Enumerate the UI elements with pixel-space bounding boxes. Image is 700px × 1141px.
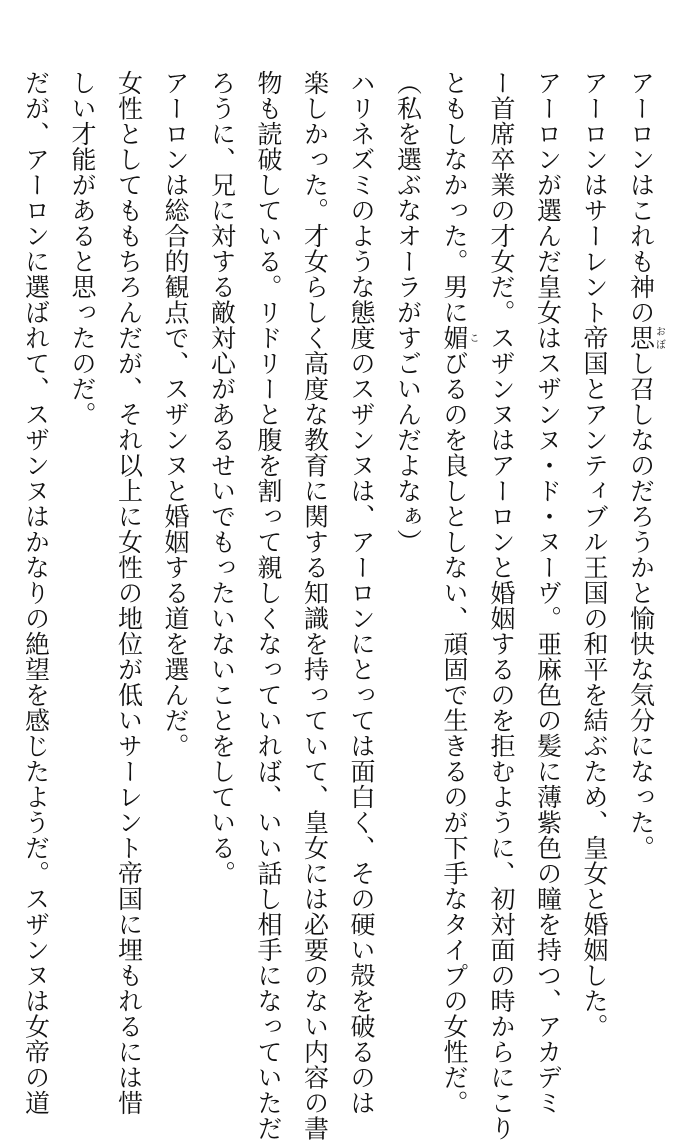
text-line-5 bbox=[431, 70, 478, 1116]
text-line-8: 楽しかった。才女らしく高度な教育に関する知識を持っていて、皇女には必要のない内容の書 bbox=[300, 70, 330, 1141]
ruby-base: 思 bbox=[626, 325, 656, 351]
ruby-reading: おぼ bbox=[653, 325, 665, 351]
text-line-2: アーロンはサーレント帝国とアンティブル王国の和平を結ぶため、皇女と婚姻した。 bbox=[580, 70, 609, 1039]
text-line-4: ー首席卒業の才女だ。スザンヌはアーロンと婚姻するのを拒むように、初対面の時からにこり bbox=[487, 70, 516, 1141]
text-line-10: ろうに、兄に対する敵対心があるせいでもったいないことをしている。 bbox=[207, 70, 237, 886]
text-segment: し召しなのだろうかと愉快な気分になった。 bbox=[626, 350, 656, 861]
text-segment: びるのを良しとしない、頑固で生きるのが下手なタイプの女性だ。 bbox=[440, 350, 469, 1116]
vertical-text-column bbox=[12, 70, 665, 1141]
text-line-7: ハリネズミのような態度のスザンヌは、アーロンにとっては面白く、その硬い殻を破るのは bbox=[347, 70, 376, 1116]
text-segment: ともしなかった。男に bbox=[440, 70, 469, 325]
text-line-9: 物も読破している。リドリーと腹を割って親しくなっていれば、いい話し相手になっていただ bbox=[254, 70, 283, 1141]
text-line-12: 女性としてももちろんだが、それ以上に女性の地位が低いサーレント帝国に埋もれるには惜 bbox=[114, 70, 144, 1116]
text-segment: アーロンはこれも神の bbox=[626, 70, 656, 325]
text-line-14: だが、アーロンに選ばれて、スザンヌはかなりの絶望を感じたようだ。スザンヌは女帝の道 bbox=[21, 70, 51, 1116]
ruby-reading: こ bbox=[467, 325, 478, 351]
text-line-6: （私を選ぶなオーラがすごいんだよなぁ） bbox=[393, 70, 423, 555]
ruby-annotation bbox=[626, 325, 665, 351]
text-line-3: アーロンが選んだ皇女はスザンヌ・ド・ヌーヴ。亜麻色の髪に薄紫色の瞳を持つ、アカデミ bbox=[533, 70, 563, 1116]
text-line-11: アーロンは総合的観点で、スザンヌと婚姻する道を選んだ。 bbox=[161, 70, 190, 759]
ruby-base: 媚 bbox=[440, 325, 469, 351]
ruby-annotation bbox=[440, 325, 478, 351]
text-line-13: しい才能があると思ったのだ。 bbox=[68, 70, 97, 427]
text-line-1 bbox=[617, 70, 664, 970]
